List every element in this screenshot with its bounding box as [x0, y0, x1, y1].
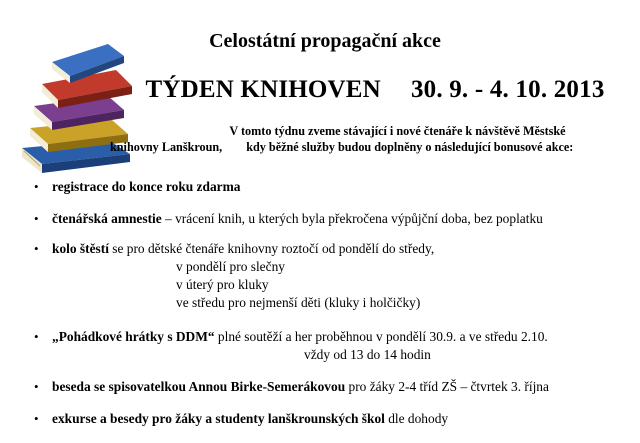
- intro-paragraph: [110, 123, 630, 155]
- list-sub-line: vždy od 13 do 14 hodin: [304, 347, 431, 362]
- intro-line-2b: kdy běžné služby budou doplněny o následující bonusové akce:: [246, 140, 574, 154]
- intro-line-1: V tomto týdnu zveme stávající i nové čtenáře k návštěvě Městské: [229, 124, 566, 138]
- list-sub-line: v pondělí pro slečny: [176, 259, 285, 274]
- list-item: • „Pohádkové hrátky s DDM“ plné soutěží a her proběhnou v pondělí 30.9. a ve středu 2.10. vždy od 13 do 14 hodin: [18, 328, 630, 364]
- books-stack-illustration: [12, 36, 142, 176]
- list-item: • registrace do konce roku zdarma: [18, 178, 630, 196]
- list-item: • čtenářská amnestie – vrácení knih, u kterých byla překročena výpůjční doba, bez poplatku: [18, 210, 630, 228]
- list-item: • beseda se spisovatelkou Annou Birke-Semerákovou pro žáky 2-4 tříd ZŠ – čtvrtek 3. října: [18, 378, 630, 396]
- intro-line-2a: knihovny Lanškroun,: [110, 140, 223, 154]
- event-heading: [110, 76, 640, 104]
- list-sub-line: v úterý pro kluky: [176, 277, 269, 292]
- list-sub-line: ve středu pro nejmenší děti (kluky i holčičky): [176, 295, 421, 310]
- bonus-list: [18, 178, 630, 428]
- list-item: • exkurse a besedy pro žáky a studenty lanškrounských škol dle dohody: [18, 410, 630, 428]
- list-item: • kolo štěstí se pro dětské čtenáře knihovny roztočí od pondělí do středy, v pondělí pro slečny v úterý pro kluky ve středu pro nejmenší děti (kluky i holčičky): [18, 240, 630, 312]
- event-dates: 30. 9. - 4. 10. 2013: [410, 76, 605, 103]
- intro-line-2: [110, 139, 630, 155]
- event-name: TÝDEN KNIHOVEN: [145, 76, 381, 103]
- page-title: Celostátní propagační akce: [209, 30, 441, 52]
